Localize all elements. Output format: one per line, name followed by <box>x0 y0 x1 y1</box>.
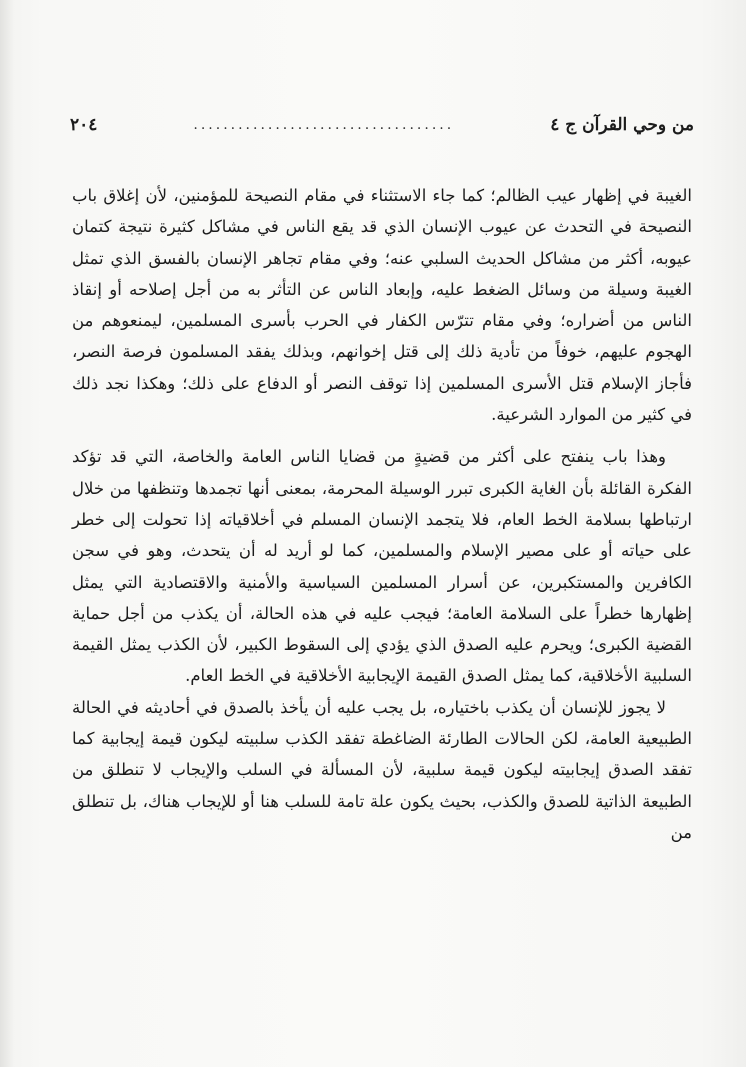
paragraph-2: وهذا باب ينفتح على أكثر من قضيةٍ من قضايا الناس العامة والخاصة، التي قد تؤكد الفكرة القائلة بأن الغاية الكبرى تبرر الوسيلة المحرمة، بمعنى أنها تجمدها وتنظفها من خلال ارتباطها بسلامة الخط العام، فلا يتجمد الإنسان المسلم في أخلاقياته إذا تحولت إلى خطر على حياته أو على مصير الإسلام والمسلمين، كما لو أريد له أن يتحدث، وهو في سجن الكافرين والمستكبرين، عن أسرار المسلمين السياسية والأمنية والاقتصادية التي يمثل إظهارها خطراً على السلامة العامة؛ فيجب عليه في هذه الحالة، أن يكذب من أجل حماية القضية الكبرى؛ ويحرم عليه الصدق الذي يؤدي إلى السقوط الكبير، لأن الكذب يمثل القيمة السلبية الأخلاقية، كما يمثل الصدق القيمة الإيجابية الأخلاقية في الخط العام. <box>72 447 692 686</box>
paragraph-3: لا يجوز للإنسان أن يكذب باختياره، بل يجب عليه أن يأخذ بالصدق في أحاديثه في الحالة الطبيعية العامة، لكن الحالات الطارئة الضاغطة تفقد الكذب سلبيته ليكون قيمة إيجابية كما تفقد الصدق إيجابيته ليكون قيمة سلبية، لأن المسألة في السلب والإيجاب لا تنطلق من الطبيعة الذاتية للصدق والكذب، بحيث يكون علة تامة للسلب هنا أو للإيجاب هناك، بل تنطلق من <box>72 697 692 842</box>
header-dot-leader: ................................... <box>193 117 455 133</box>
running-title: من وحي القرآن ج ٤ <box>550 115 694 135</box>
page-number: ٢٠٤ <box>70 115 98 135</box>
page-edge-shadow <box>0 0 14 1067</box>
paragraph-1: الغيبة في إظهار عيب الظالم؛ كما جاء الاستثناء في مقام النصيحة للمؤمنين، لأن إغلاق باب النصيحة في التحدث عن عيوب الإنسان الذي قد يقع الناس في مشاكل كثيرة نتيجة كتمان عيوبه، أكثر من مشاكل الحديث السلبي عنه؛ وفي مقام تجاهر الإنسان بالفسق الذي تمثل الغيبة وسيلة من وسائل الضغط عليه، وإبعاد الناس عن التأثر به من أجل إصلاحه أو إنقاذ الناس من أضراره؛ وفي مقام تترّس الكفار في الحرب بأسرى المسلمين، ليمنعوهم من الهجوم عليهم، خوفاً من تأدية ذلك إلى قتل إخوانهم، وبذلك يفقد المسلمون فرصة النصر، فأجاز الإسلام قتل الأسرى المسلمين إذا توقف النصر أو الدفاع على ذلك؛ وهكذا نجد ذلك في كثير من الموارد الشرعية. <box>72 186 692 425</box>
page-header <box>70 110 694 140</box>
body-text <box>72 180 692 848</box>
